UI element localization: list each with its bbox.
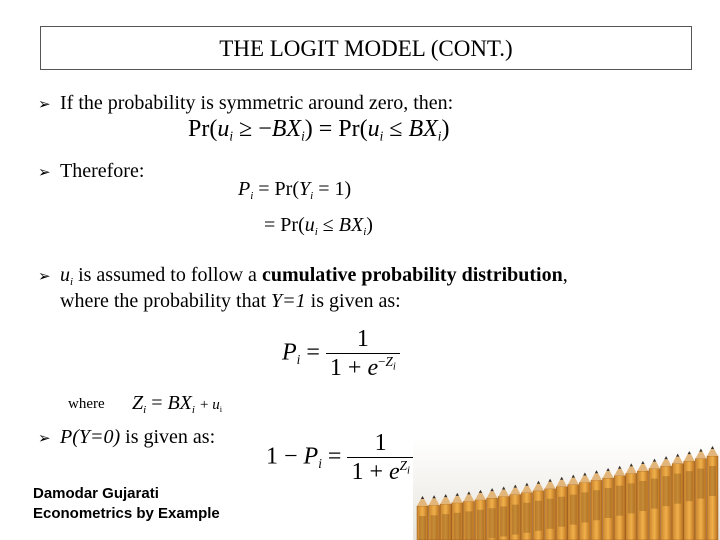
equation-probability-line1: $P_i = Pr(Y_i = 1)$ — [238, 178, 352, 202]
bullet-text-line2a: where the probability that — [60, 290, 272, 312]
bullet-y-zero — [38, 424, 215, 451]
u-subscript: i — [70, 275, 74, 288]
where-label: where — [68, 396, 105, 412]
pencil — [510, 485, 521, 540]
bullet-text-part1: is assumed to follow a — [73, 264, 262, 286]
arrow-bullet-icon: ➢ — [38, 267, 51, 285]
pencil — [533, 481, 544, 540]
arrow-bullet-icon: ➢ — [38, 163, 51, 181]
bullet-text-line2b: is given as: — [305, 290, 401, 312]
pencil — [672, 454, 683, 540]
pencil — [487, 488, 498, 540]
pencil — [498, 486, 509, 540]
pencil — [684, 451, 695, 540]
bullet-text: If the probability is symmetric around zero, then: — [60, 92, 454, 114]
equation-z-definition: $Z_i = BX_i + u_i$ — [132, 392, 222, 416]
equation-logistic: $P_i$ = $\frac{1}{1 + e^{-Z_i}}$ — [282, 326, 400, 382]
pencil — [707, 446, 718, 540]
pencil — [591, 470, 602, 540]
bullet-symmetric — [38, 90, 453, 117]
pencil — [603, 468, 614, 540]
pencil — [637, 461, 648, 540]
u-symbol: u — [60, 264, 70, 286]
pencil — [649, 459, 660, 540]
bullet-text: Therefore: — [60, 160, 145, 182]
equation-probability-line2: = $Pr(u_i \le BX_i)$ — [264, 214, 373, 238]
equation-symmetry: $Pr(u_i \ge -BX_i) = Pr(u_i \le BX_i)$ — [188, 116, 450, 144]
bullet-text-line2-italic: Y=1 — [271, 290, 306, 312]
pencil — [614, 466, 625, 540]
author-credit — [33, 484, 220, 524]
pencil — [521, 483, 532, 540]
pencil — [579, 472, 590, 540]
pencil — [695, 449, 706, 540]
pencil — [452, 493, 463, 540]
bullet-therefore — [38, 158, 144, 185]
pencil — [661, 456, 672, 540]
pencil — [568, 475, 579, 540]
pencil — [475, 490, 486, 540]
bullet-text-part2: , — [562, 264, 568, 286]
slide-title: THE LOGIT MODEL (CONT.) — [40, 26, 692, 70]
book-title: Econometrics by Example — [33, 505, 220, 522]
pencil — [463, 491, 474, 540]
pencils-image — [413, 438, 720, 540]
bullet-text-bold: cumulative probability distribution — [261, 264, 563, 286]
bullet-text-italic: P(Y=0) — [60, 426, 121, 448]
arrow-bullet-icon: ➢ — [38, 95, 51, 113]
arrow-bullet-icon: ➢ — [38, 429, 51, 447]
pencil — [545, 479, 556, 540]
pencil — [556, 477, 567, 540]
pencil — [626, 463, 637, 540]
author-name: Damodar Gujarati — [33, 485, 159, 502]
bullet-text: is given as: — [120, 426, 216, 448]
equation-complement: $1 - P_i$ = $\frac{1}{1 + e^{Z_i}}$ — [266, 430, 414, 486]
bullet-cumulative-line2 — [60, 288, 401, 314]
